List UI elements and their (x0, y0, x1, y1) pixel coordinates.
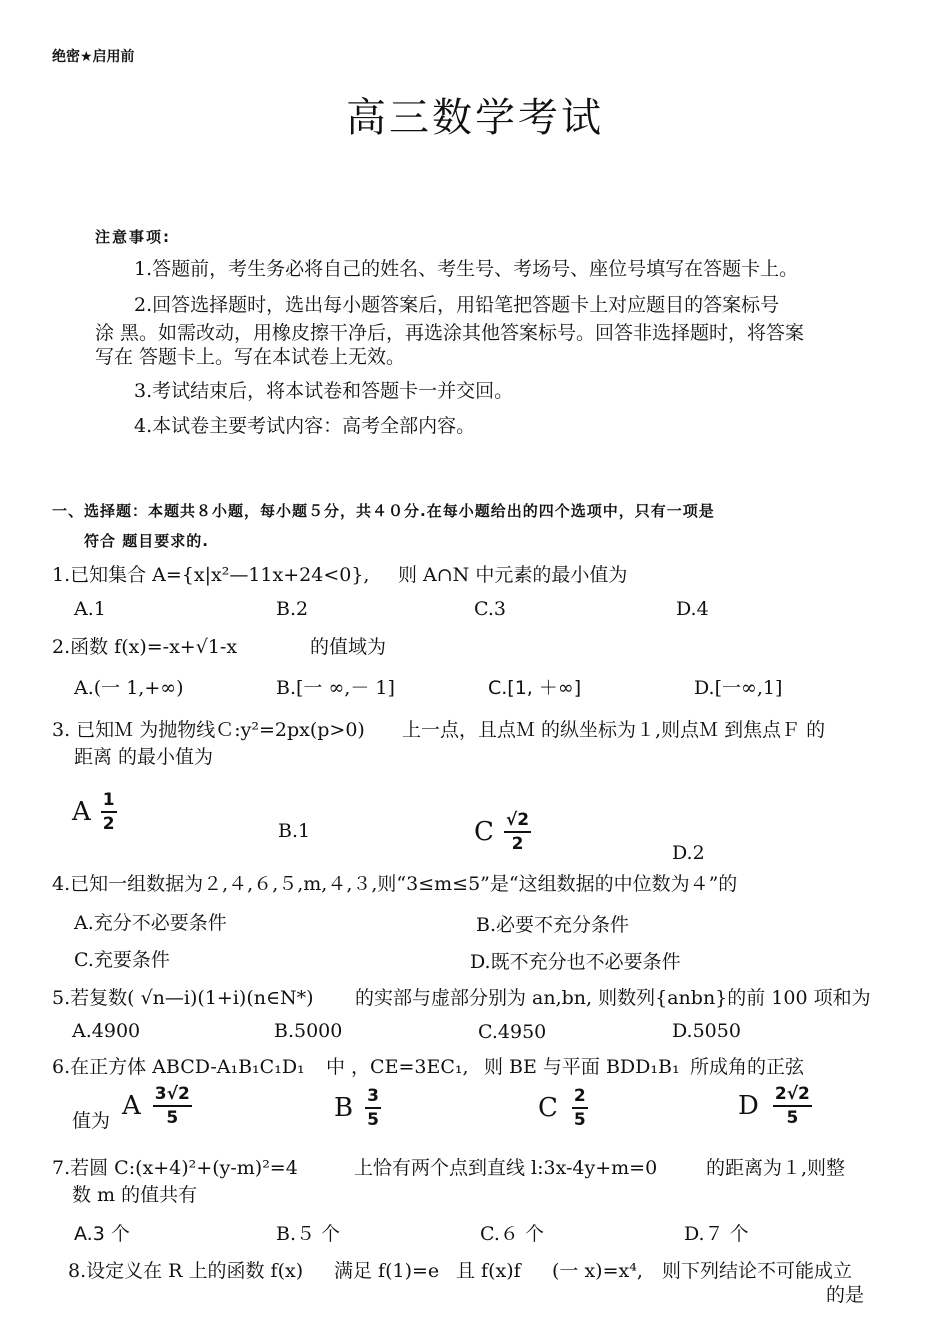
q3-option-c-fraction (504, 810, 531, 854)
q8-stem-cont5: 的是 (826, 1284, 865, 1306)
q8-stem-cont2: 且 f(x)f (456, 1260, 521, 1282)
q6-option-c-fraction (572, 1086, 588, 1130)
q2-option-b: B.[一 ∞,－ 1] (276, 677, 395, 699)
q8-stem-cont3: (一 x)=x⁴, (552, 1260, 643, 1282)
q1-option-b: B.2 (276, 598, 309, 620)
confidential-label: 绝密★启用前 (52, 49, 135, 65)
q6-stem-cont2: 则 BE 与平面 BDD₁B₁ (484, 1056, 680, 1078)
notice-item-2-cont2: 写在 答题卡上。写在本试卷上无效。 (95, 346, 406, 368)
q3-option-a-letter: A (72, 797, 91, 827)
q7-stem-cont2: 的距离为１,则整 (706, 1157, 846, 1179)
q7-option-a: A.3 个 (74, 1223, 130, 1245)
q6-option-a-fraction (153, 1084, 192, 1128)
q2-option-a: A.(一 1,+∞) (74, 677, 184, 699)
q8-stem: 8.设定义在 R 上的函数 f(x) (68, 1260, 304, 1282)
q6-option-b-fraction (365, 1086, 381, 1130)
q7-option-c: C.６ 个 (480, 1223, 544, 1245)
q3-option-c (474, 810, 531, 854)
q2-option-c: C.[1, ＋∞] (488, 677, 582, 699)
q2-stem: 2.函数 f(x)=-x+√1-x (52, 636, 238, 658)
q6-option-b (334, 1086, 381, 1130)
fraction-numerator: 2 (572, 1086, 588, 1109)
q8-stem-cont: 满足 f(1)=e (334, 1260, 440, 1282)
q3-stem: 3. 已知Ｍ 为抛物线Ｃ:y²=2px(p>0) (52, 719, 365, 741)
q1-stem: 1.已知集合 A={x|x²—11x+24<0}, (52, 564, 370, 586)
q5-stem-cont: 的实部与虚部分别为 an,bn, 则数列{anbn}的前 100 项和为 (355, 987, 871, 1009)
q6-option-d-letter: D (738, 1091, 759, 1121)
fraction-numerator: 3 (365, 1086, 381, 1109)
q5-option-d: D.5050 (672, 1020, 741, 1042)
notice-item-4: 4.本试卷主要考试内容：高考全部内容。 (134, 415, 476, 437)
fraction-denominator: 5 (573, 1110, 586, 1130)
q6-option-c-letter: C (538, 1093, 558, 1123)
q3-option-c-letter: C (474, 817, 494, 847)
q6-option-a (122, 1084, 192, 1128)
notice-item-2-cont: 涂 黑。如需改动，用橡皮擦干净后，再选涂其他答案标号。回答非选择题时，将答案 (95, 322, 805, 344)
fraction-denominator: 5 (367, 1110, 379, 1130)
section-heading: 一、选择题：本题共８小题，每小题５分，共４０分.在每小题给出的四个选项中，只有一项是 (52, 502, 715, 520)
fraction-numerator: √2 (504, 810, 531, 833)
q5-stem: 5.若复数( √n—i)(1+i)(n∈N*) (52, 987, 314, 1009)
q4-option-b: B.必要不充分条件 (476, 914, 630, 936)
q5-option-b: B.5000 (274, 1020, 343, 1042)
q7-option-b: B.５ 个 (276, 1223, 341, 1245)
notice-item-1: 1.答题前，考生务必将自己的姓名、考生号、考场号、座位号填写在答题卡上。 (134, 258, 799, 280)
q1-option-a: A.1 (74, 598, 106, 620)
q7-stem-cont3: 数 m 的值共有 (72, 1184, 198, 1206)
q5-option-a: A.4900 (72, 1020, 141, 1042)
q6-stem: 6.在正方体 ABCD-A₁B₁C₁D₁ (52, 1056, 305, 1078)
q3-option-b: B.1 (278, 820, 311, 842)
q4-option-a: A.充分不必要条件 (74, 912, 227, 934)
fraction-denominator: 5 (786, 1108, 799, 1128)
q3-option-a (72, 790, 117, 834)
q2-stem-cont: 的值域为 (310, 636, 387, 658)
fraction-numerator: 3√2 (153, 1084, 192, 1107)
q5-option-c: C.4950 (478, 1021, 547, 1043)
q2-option-d: D.[一∞,1] (694, 677, 783, 699)
q6-stem-cont: 中 ，CE=3EC₁, (326, 1056, 469, 1078)
q3-option-d: D.2 (672, 842, 705, 864)
fraction-denominator: 2 (102, 814, 115, 834)
q1-stem-cont: 则 A∩N 中元素的最小值为 (398, 564, 628, 586)
q4-option-d: D.既不充分也不必要条件 (470, 951, 681, 973)
q6-stem-cont3: 所成角的正弦 (690, 1056, 805, 1078)
q6-option-c (538, 1086, 588, 1130)
fraction-denominator: 2 (511, 834, 524, 854)
q6-option-b-letter: B (334, 1093, 354, 1123)
q1-option-c: C.3 (474, 598, 506, 620)
notice-heading: 注意事项: (95, 228, 171, 246)
section-heading-cont: 符合 题目要求的. (84, 532, 209, 550)
q7-stem: 7.若圆 C:(x+4)²+(y-m)²=4 (52, 1157, 298, 1179)
notice-item-2: 2.回答选择题时，选出每小题答案后，用铅笔把答题卡上对应题目的答案标号 (134, 294, 780, 316)
q4-stem: 4.已知一组数据为２,４,６,５,m,４,３,则“3≤m≤5”是“这组数据的中位数为４”的 (52, 873, 738, 895)
q7-stem-cont: 上恰有两个点到直线 l:3x-4y+m=0 (354, 1157, 658, 1179)
q7-option-d: D.７ 个 (684, 1223, 749, 1245)
q3-stem-cont: 上一点，且点Ｍ 的纵坐标为１,则点Ｍ 到焦点Ｆ 的 (402, 719, 826, 741)
fraction-numerator: 1 (101, 790, 117, 813)
exam-title: 高三数学考试 (346, 95, 604, 141)
q3-stem-cont2: 距离 的最小值为 (74, 746, 214, 768)
q6-prefix: 值为 (72, 1110, 111, 1132)
q1-option-d: D.4 (676, 598, 709, 620)
notice-item-3: 3.考试结束后，将本试卷和答题卡一并交回。 (134, 380, 514, 402)
fraction-numerator: 2√2 (773, 1084, 812, 1107)
q6-option-d (738, 1084, 812, 1128)
q3-option-a-fraction (101, 790, 117, 834)
q4-option-c: C.充要条件 (74, 949, 170, 971)
fraction-denominator: 5 (166, 1108, 179, 1128)
q8-stem-cont4: 则下列结论不可能成立 (662, 1260, 853, 1282)
q6-option-a-letter: A (122, 1091, 141, 1121)
q6-option-d-fraction (773, 1084, 812, 1128)
